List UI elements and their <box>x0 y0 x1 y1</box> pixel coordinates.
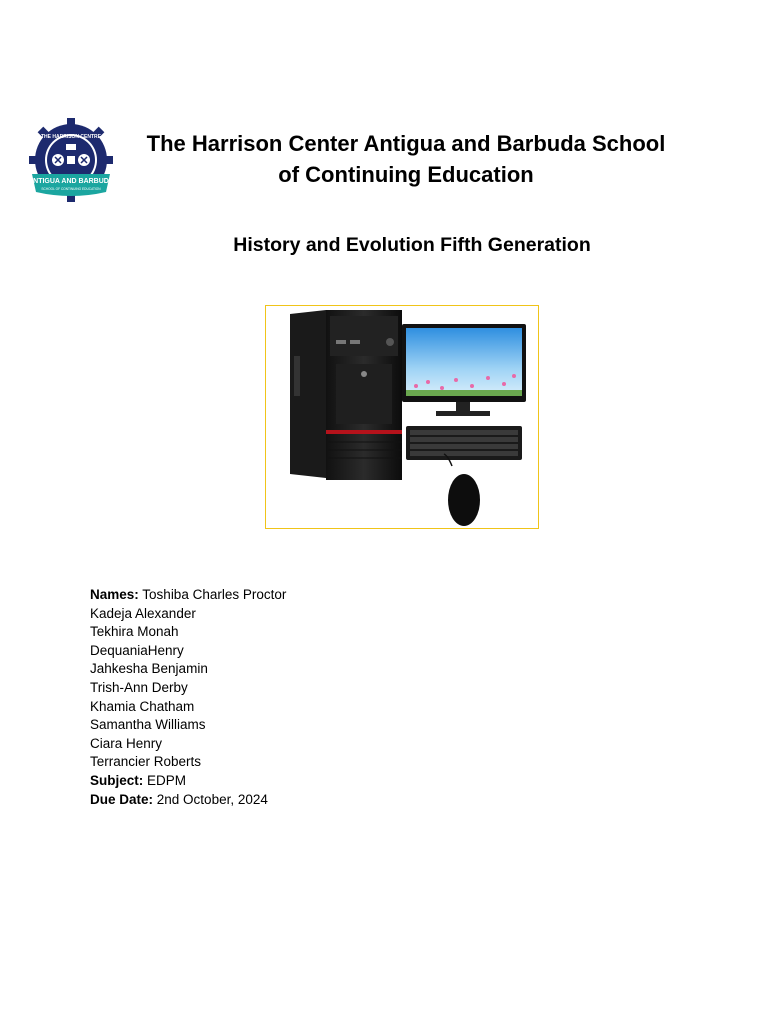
name-item: Ciara Henry <box>90 735 163 751</box>
school-logo <box>22 116 120 204</box>
monitor <box>402 324 526 416</box>
due-date-value: 2nd October, 2024 <box>156 791 268 807</box>
name-item: Tekhira Monah <box>90 624 179 640</box>
svg-text:THE HARRISON CENTRE: THE HARRISON CENTRE <box>40 134 102 140</box>
school-name-line1: The Harrison Center Antigua and Barbuda School <box>146 131 666 156</box>
subject-label: Subject: <box>90 772 144 788</box>
due-date-line <box>90 791 286 810</box>
names-label: Names: <box>90 587 139 602</box>
school-name-line2: of Continuing Education <box>278 162 534 187</box>
desktop-computer-image <box>266 306 538 528</box>
names-line <box>90 586 286 605</box>
name-item: Samantha Williams <box>90 717 206 733</box>
name-item: Toshiba Charles Proctor <box>142 587 287 602</box>
computer-tower <box>290 310 402 480</box>
name-item: Terrancier Roberts <box>90 754 202 770</box>
name-item: Jahkesha Benjamin <box>90 661 208 677</box>
computer-photo <box>265 305 539 529</box>
svg-text:ANTIGUA AND BARBUDA: ANTIGUA AND BARBUDA <box>28 178 114 185</box>
keyboard <box>406 426 522 460</box>
author-info <box>90 586 286 809</box>
due-date-label: Due Date: <box>90 791 154 807</box>
mouse <box>444 454 480 526</box>
name-item: Kadeja Alexander <box>90 605 196 621</box>
school-name <box>120 128 692 190</box>
document-title: History and Evolution Fifth Generation <box>233 234 591 256</box>
name-item: Khamia Chatham <box>90 698 195 714</box>
name-item: DequaniaHenry <box>90 642 184 658</box>
subject-line <box>90 772 286 791</box>
subject-value: EDPM <box>147 772 187 788</box>
svg-text:SCHOOL OF CONTINUING EDUCATION: SCHOOL OF CONTINUING EDUCATION <box>41 187 101 191</box>
name-item: Trish-Ann Derby <box>90 679 188 695</box>
